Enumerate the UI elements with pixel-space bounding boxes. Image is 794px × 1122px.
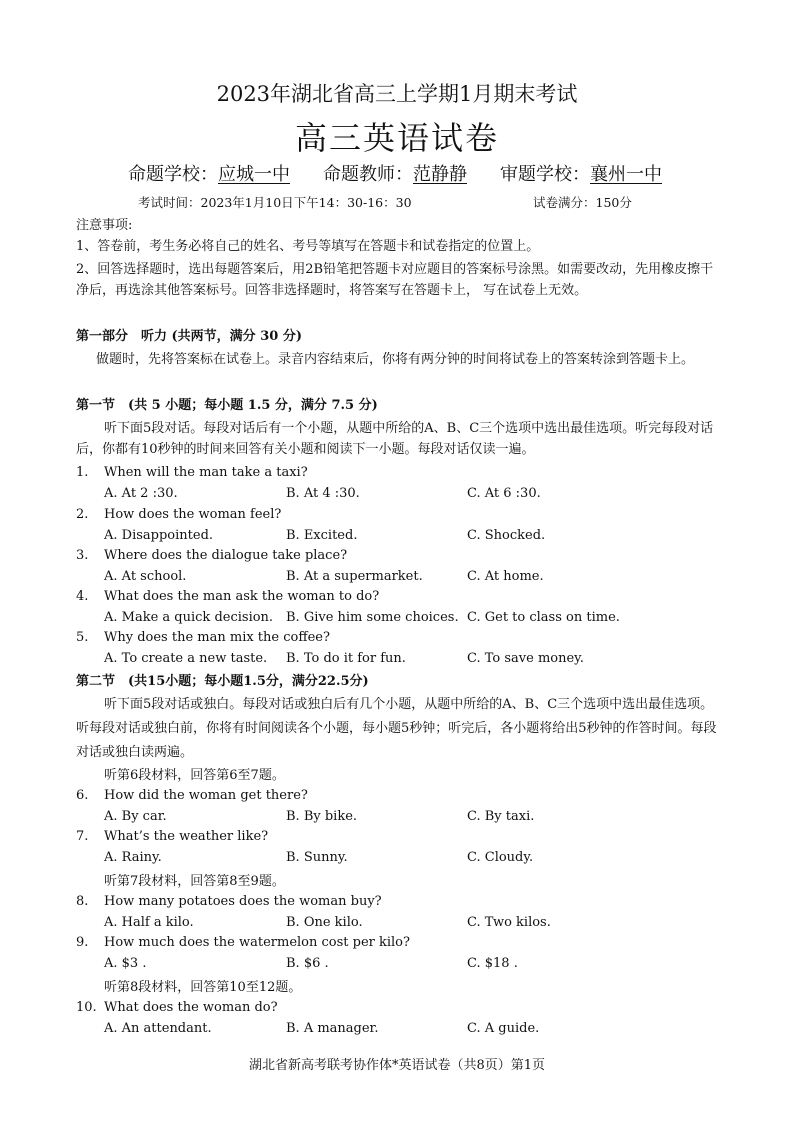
option-b: B. A manager. <box>286 1021 379 1036</box>
option-b: B. By bike. <box>286 809 358 824</box>
question-number: 6. <box>76 788 89 803</box>
option-a: A. By car. <box>104 809 167 824</box>
option-c: C. By taxi. <box>467 809 535 824</box>
page-footer: 湖北省新高考联考协作体*英语试卷（共8页）第1页 <box>248 1058 546 1073</box>
part1-heading: 第一部分 听力 (共两节，满分 30 分) <box>76 329 302 344</box>
section1-heading: 第一节 (共 5 小题；每小题 1.5 分，满分 7.5 分) <box>76 398 378 413</box>
option-b: B. $6 . <box>286 956 329 971</box>
option-c: C. Shocked. <box>467 528 546 543</box>
question-number: 7. <box>76 829 89 844</box>
full-score: 试卷满分：150分 <box>533 195 632 210</box>
notes-item-2: 2、回答选择题时，选出每题答案后，用2B铅笔把答题卡对应题目的答案标号涂黑。如需要改动，先用橡皮擦干净后，再选涂其他答案标号。回答非选择题时，将答案写在答题卡上， 写在试卷上无效。 <box>76 262 714 298</box>
material-note-6: 听第6段材料，回答第6至7题。 <box>104 768 285 783</box>
notes-heading: 注意事项: <box>76 218 133 233</box>
question-text: How much does the watermelon cost per kilo? <box>104 935 410 950</box>
reviewer-school <box>500 160 662 186</box>
exam-time: 考试时间：2023年1月10日下午14：30-16：30 <box>138 195 412 210</box>
reviewer-school-value: 襄州一中 <box>590 164 662 185</box>
question-text: Why does the man mix the coffee? <box>104 630 330 645</box>
option-a: A. Disappointed. <box>104 528 214 543</box>
option-c: C. A guide. <box>467 1021 540 1036</box>
option-b: B. One kilo. <box>286 915 363 930</box>
question-text: What does the woman do? <box>104 1000 278 1015</box>
question-text: How did the woman get there? <box>104 788 308 803</box>
option-a: A. $3 . <box>104 956 147 971</box>
question-number: 5. <box>76 630 89 645</box>
question-text: What does the man ask the woman to do? <box>104 589 380 604</box>
option-c: C. Two kilos. <box>467 915 551 930</box>
notes-item-1: 1、答卷前，考生务必将自己的姓名、考号等填写在答题卡和试卷指定的位置上。 <box>76 239 540 254</box>
option-a: A. An attendant. <box>104 1021 212 1036</box>
setter-teacher-value: 范静静 <box>413 164 467 185</box>
option-b: B. At a supermarket. <box>286 569 423 584</box>
material-note-7: 听第7段材料，回答第8至9题。 <box>104 874 285 889</box>
section2-heading: 第二节 (共15小题；每小题1.5分，满分22.5分) <box>76 674 369 689</box>
option-a: A. Rainy. <box>104 850 162 865</box>
reviewer-school-label: 审题学校： <box>500 164 590 185</box>
question-number: 4. <box>76 589 89 604</box>
part1-instruction: 做题时，先将答案标在试卷上。录音内容结束后，你将有两分钟的时间将试卷上的答案转涂到答题卡上。 <box>96 352 695 367</box>
option-a: A. Make a quick decision. <box>104 610 274 625</box>
option-b: B. Sunny. <box>286 850 348 865</box>
option-a: A. To create a new taste. <box>104 651 268 666</box>
option-c: C. At 6 :30. <box>467 486 541 501</box>
setter-teacher-label: 命题教师： <box>323 164 413 185</box>
question-number: 2. <box>76 507 89 522</box>
material-note-8: 听第8段材料，回答第10至12题。 <box>104 980 302 995</box>
option-c: C. To save money. <box>467 651 584 666</box>
question-text: When will the man take a taxi? <box>104 465 308 480</box>
question-number: 9. <box>76 935 89 950</box>
setter-teacher <box>323 160 467 186</box>
option-c: C. At home. <box>467 569 544 584</box>
question-number: 3. <box>76 548 89 563</box>
option-c: C. Get to class on time. <box>467 610 620 625</box>
option-b: B. At 4 :30. <box>286 486 360 501</box>
option-a: A. Half a kilo. <box>104 915 194 930</box>
question-text: What’s the weather like? <box>104 829 269 844</box>
option-b: B. To do it for fun. <box>286 651 406 666</box>
exam-title: 2023年湖北省高三上学期1月期末考试 <box>216 82 578 106</box>
option-b: B. Excited. <box>286 528 358 543</box>
paper-subtitle: 高三英语试卷 <box>294 119 499 157</box>
section2-instruction: 听下面5段对话或独白。每段对话或独白后有几个小题，从题中所给的A、B、C三个选项中选出最佳选项。听每段对话或独白前，你将有时间阅读各个小题，每小题5秒钟；听完后，各小题将给出5秒钟的作答时间。每段对话或独白读两遍。 <box>76 697 717 760</box>
setter-school <box>128 160 290 186</box>
option-b: B. Give him some choices. <box>286 610 459 625</box>
question-number: 1. <box>76 465 89 480</box>
question-number: 8. <box>76 894 89 909</box>
section1-instruction: 听下面5段对话。每段对话后有一个小题，从题中所给的A、B、C三个选项中选出最佳选项。听完每段对话后，你都有10秒钟的时间来回答有关小题和阅读下一小题。每段对话仅读一遍。 <box>76 421 714 457</box>
setter-school-label: 命题学校： <box>128 164 218 185</box>
option-a: A. At 2 :30. <box>104 486 178 501</box>
option-c: C. Cloudy. <box>467 850 534 865</box>
setter-school-value: 应城一中 <box>218 164 290 185</box>
option-c: C. $18 . <box>467 956 518 971</box>
question-number: 10. <box>76 1000 97 1015</box>
question-text: How does the woman feel? <box>104 507 282 522</box>
question-text: How many potatoes does the woman buy? <box>104 894 382 909</box>
question-text: Where does the dialogue take place? <box>104 548 348 563</box>
option-a: A. At school. <box>104 569 187 584</box>
